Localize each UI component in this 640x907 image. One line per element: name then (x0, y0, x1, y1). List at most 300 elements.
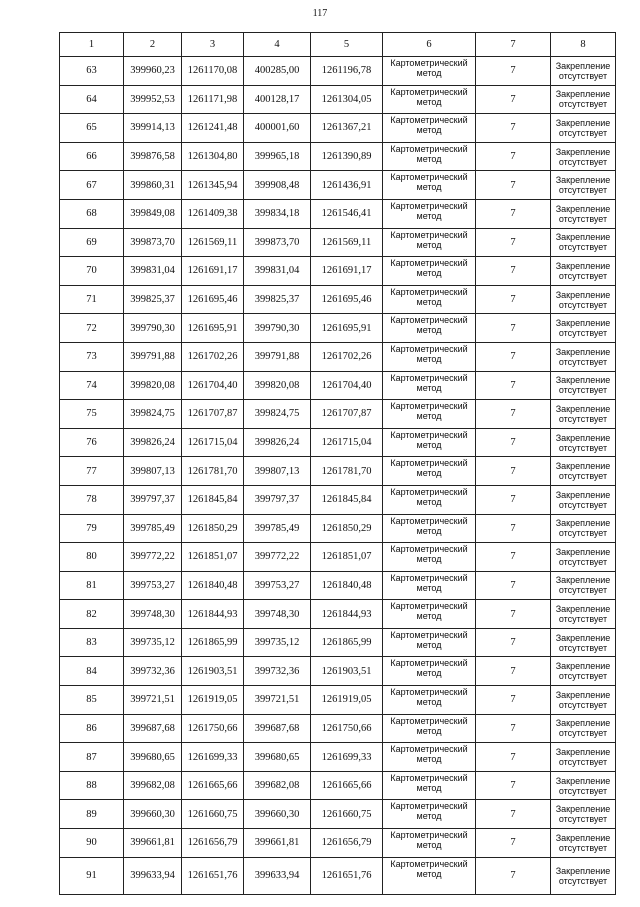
fixation-cell (551, 743, 616, 772)
method-text: Картометрический (390, 200, 468, 211)
method-text: Картометрический (390, 115, 468, 126)
fixation-text: Закрепление (555, 575, 611, 586)
accuracy-cell: 7 (476, 571, 551, 600)
x-new-cell: 399826,24 (244, 428, 311, 457)
y-old-cell: 1261919,05 (182, 686, 244, 715)
method-text: метод (416, 239, 442, 250)
fixation-text: отсутствует (558, 642, 608, 653)
method-cell (383, 714, 476, 743)
y-old-cell: 1261707,87 (182, 400, 244, 429)
fixation-text: Закрепление (555, 146, 611, 157)
method-text: метод (416, 868, 442, 879)
fixation-cell (551, 400, 616, 429)
x-old-cell: 399753,27 (124, 571, 182, 600)
x-old-cell: 399820,08 (124, 371, 182, 400)
accuracy-cell: 7 (476, 257, 551, 286)
fixation-cell (551, 114, 616, 143)
fixation-text: Закрепление (555, 546, 611, 557)
point-number-cell: 86 (60, 714, 124, 743)
x-new-cell: 399687,68 (244, 714, 311, 743)
y-old-cell: 1261850,29 (182, 514, 244, 543)
method-text: метод (416, 210, 442, 221)
fixation-text: Закрепление (555, 832, 611, 843)
point-number-cell: 65 (60, 114, 124, 143)
fixation-text: отсутствует (558, 728, 608, 739)
x-new-cell: 399820,08 (244, 371, 311, 400)
method-text: Картометрический (390, 744, 468, 755)
column-header: 2 (124, 33, 182, 57)
fixation-text: Закрепление (555, 865, 611, 876)
column-header: 1 (60, 33, 124, 57)
fixation-cell (551, 285, 616, 314)
method-cell (383, 485, 476, 514)
y-new-cell: 1261196,78 (311, 57, 383, 86)
point-number-cell: 69 (60, 228, 124, 257)
column-header: 5 (311, 33, 383, 57)
x-old-cell: 399807,13 (124, 457, 182, 486)
x-new-cell: 400001,60 (244, 114, 311, 143)
fixation-text: Закрепление (555, 260, 611, 271)
method-cell (383, 800, 476, 829)
method-text: метод (416, 554, 442, 565)
method-text: метод (416, 153, 442, 164)
fixation-cell (551, 142, 616, 171)
fixation-text: отсутствует (558, 842, 608, 853)
column-header: 8 (551, 33, 616, 57)
method-text: Картометрический (390, 658, 468, 669)
table-row (60, 228, 616, 257)
y-new-cell: 1261436,91 (311, 171, 383, 200)
accuracy-cell: 7 (476, 485, 551, 514)
y-old-cell: 1261304,80 (182, 142, 244, 171)
y-old-cell: 1261665,66 (182, 771, 244, 800)
y-old-cell: 1261241,48 (182, 114, 244, 143)
x-old-cell: 399748,30 (124, 600, 182, 629)
y-old-cell: 1261409,38 (182, 199, 244, 228)
point-number-cell: 77 (60, 457, 124, 486)
y-new-cell: 1261704,40 (311, 371, 383, 400)
x-new-cell: 399831,04 (244, 257, 311, 286)
point-number-cell: 72 (60, 314, 124, 343)
fixation-cell (551, 342, 616, 371)
accuracy-cell: 7 (476, 686, 551, 715)
method-cell (383, 85, 476, 114)
x-old-cell: 399790,30 (124, 314, 182, 343)
y-new-cell: 1261750,66 (311, 714, 383, 743)
method-cell (383, 514, 476, 543)
x-old-cell: 399660,30 (124, 800, 182, 829)
point-number-cell: 78 (60, 485, 124, 514)
table-row (60, 543, 616, 572)
fixation-text: Закрепление (555, 318, 611, 329)
x-new-cell: 399873,70 (244, 228, 311, 257)
accuracy-cell: 7 (476, 829, 551, 858)
x-old-cell: 399661,81 (124, 829, 182, 858)
accuracy-cell: 7 (476, 85, 551, 114)
fixation-text: Закрепление (555, 89, 611, 100)
point-number-cell: 68 (60, 199, 124, 228)
x-old-cell: 399960,23 (124, 57, 182, 86)
method-cell (383, 428, 476, 457)
table-row (60, 342, 616, 371)
method-text: метод (416, 296, 442, 307)
fixation-cell (551, 657, 616, 686)
table-row (60, 257, 616, 286)
table-row (60, 686, 616, 715)
y-old-cell: 1261840,48 (182, 571, 244, 600)
method-cell (383, 228, 476, 257)
coordinates-table (59, 32, 616, 895)
y-old-cell: 1261865,99 (182, 628, 244, 657)
point-number-cell: 88 (60, 771, 124, 800)
point-number-cell: 67 (60, 171, 124, 200)
method-cell (383, 628, 476, 657)
x-old-cell: 399831,04 (124, 257, 182, 286)
fixation-text: отсутствует (558, 328, 608, 339)
method-cell (383, 829, 476, 858)
x-new-cell: 399824,75 (244, 400, 311, 429)
accuracy-cell: 7 (476, 57, 551, 86)
table-row (60, 600, 616, 629)
table-row (60, 829, 616, 858)
x-new-cell: 399785,49 (244, 514, 311, 543)
x-new-cell: 399661,81 (244, 829, 311, 858)
y-old-cell: 1261702,26 (182, 342, 244, 371)
y-new-cell: 1261546,41 (311, 199, 383, 228)
fixation-text: отсутствует (558, 442, 608, 453)
fixation-cell (551, 371, 616, 400)
fixation-text: Закрепление (555, 604, 611, 615)
method-text: Картометрический (390, 801, 468, 812)
y-new-cell: 1261699,33 (311, 743, 383, 772)
y-new-cell: 1261850,29 (311, 514, 383, 543)
fixation-text: отсутствует (558, 699, 608, 710)
method-text: метод (416, 268, 442, 279)
accuracy-cell: 7 (476, 457, 551, 486)
y-new-cell: 1261691,17 (311, 257, 383, 286)
table-row (60, 142, 616, 171)
method-text: Картометрический (390, 143, 468, 154)
y-new-cell: 1261651,76 (311, 857, 383, 894)
x-old-cell: 399873,70 (124, 228, 182, 257)
method-cell (383, 114, 476, 143)
point-number-cell: 87 (60, 743, 124, 772)
method-text: метод (416, 811, 442, 822)
fixation-text: Закрепление (555, 775, 611, 786)
accuracy-cell: 7 (476, 114, 551, 143)
method-text: метод (416, 68, 442, 78)
x-old-cell: 399735,12 (124, 628, 182, 657)
fixation-text: Закрепление (555, 689, 611, 700)
method-text: Картометрический (390, 315, 468, 326)
fixation-text: отсутствует (558, 385, 608, 396)
point-number-cell: 81 (60, 571, 124, 600)
fixation-text: Закрепление (555, 289, 611, 300)
x-old-cell: 399633,94 (124, 857, 182, 894)
method-text: метод (416, 725, 442, 736)
x-new-cell: 399721,51 (244, 686, 311, 715)
method-text: Картометрический (390, 343, 468, 354)
fixation-text: отсутствует (558, 413, 608, 424)
method-cell (383, 371, 476, 400)
fixation-text: Закрепление (555, 718, 611, 729)
fixation-text: Закрепление (555, 518, 611, 529)
table-row (60, 114, 616, 143)
point-number-cell: 74 (60, 371, 124, 400)
fixation-text: Закрепление (555, 346, 611, 357)
y-new-cell: 1261715,04 (311, 428, 383, 457)
y-old-cell: 1261695,46 (182, 285, 244, 314)
fixation-text: Закрепление (555, 60, 611, 71)
method-text: метод (416, 754, 442, 765)
x-old-cell: 399860,31 (124, 171, 182, 200)
y-new-cell: 1261840,48 (311, 571, 383, 600)
table-row (60, 771, 616, 800)
x-old-cell: 399952,53 (124, 85, 182, 114)
fixation-text: отсутствует (558, 242, 608, 253)
method-cell (383, 199, 476, 228)
method-cell (383, 543, 476, 572)
method-text: Картометрический (390, 86, 468, 97)
method-text: метод (416, 611, 442, 622)
fixation-cell (551, 428, 616, 457)
y-old-cell: 1261845,84 (182, 485, 244, 514)
fixation-text: отсутствует (558, 471, 608, 482)
fixation-cell (551, 257, 616, 286)
method-cell (383, 600, 476, 629)
y-new-cell: 1261919,05 (311, 686, 383, 715)
y-new-cell: 1261569,11 (311, 228, 383, 257)
accuracy-cell: 7 (476, 514, 551, 543)
y-old-cell: 1261715,04 (182, 428, 244, 457)
fixation-cell (551, 714, 616, 743)
table-row (60, 57, 616, 86)
point-number-cell: 85 (60, 686, 124, 715)
x-old-cell: 399721,51 (124, 686, 182, 715)
x-new-cell: 399908,48 (244, 171, 311, 200)
fixation-text: Закрепление (555, 175, 611, 186)
x-new-cell: 399748,30 (244, 600, 311, 629)
accuracy-cell: 7 (476, 199, 551, 228)
accuracy-cell: 7 (476, 771, 551, 800)
fixation-text: Закрепление (555, 232, 611, 243)
x-old-cell: 399732,36 (124, 657, 182, 686)
fixation-text: Закрепление (555, 804, 611, 815)
method-cell (383, 771, 476, 800)
y-new-cell: 1261665,66 (311, 771, 383, 800)
fixation-text: Закрепление (555, 461, 611, 472)
x-new-cell: 399680,65 (244, 743, 311, 772)
fixation-cell (551, 800, 616, 829)
fixation-cell (551, 543, 616, 572)
fixation-text: отсутствует (558, 270, 608, 281)
y-old-cell: 1261345,94 (182, 171, 244, 200)
point-number-cell: 73 (60, 342, 124, 371)
method-cell (383, 314, 476, 343)
fixation-text: отсутствует (558, 785, 608, 796)
fixation-text: отсутствует (558, 356, 608, 367)
x-new-cell: 399753,27 (244, 571, 311, 600)
fixation-text: отсутствует (558, 585, 608, 596)
y-new-cell: 1261695,91 (311, 314, 383, 343)
method-cell (383, 857, 476, 894)
method-cell (383, 571, 476, 600)
y-new-cell: 1261656,79 (311, 829, 383, 858)
x-new-cell: 399790,30 (244, 314, 311, 343)
point-number-cell: 83 (60, 628, 124, 657)
fixation-cell (551, 571, 616, 600)
method-text: Картометрический (390, 629, 468, 640)
method-text: Картометрический (390, 372, 468, 383)
y-new-cell: 1261707,87 (311, 400, 383, 429)
point-number-cell: 76 (60, 428, 124, 457)
column-header: 3 (182, 33, 244, 57)
table-row (60, 199, 616, 228)
fixation-text: отсутствует (558, 156, 608, 167)
y-old-cell: 1261660,75 (182, 800, 244, 829)
column-header: 4 (244, 33, 311, 57)
y-new-cell: 1261390,89 (311, 142, 383, 171)
y-old-cell: 1261704,40 (182, 371, 244, 400)
method-text: Картометрический (390, 458, 468, 469)
fixation-cell (551, 857, 616, 894)
accuracy-cell: 7 (476, 714, 551, 743)
table-row (60, 85, 616, 114)
x-old-cell: 399687,68 (124, 714, 182, 743)
x-old-cell: 399914,13 (124, 114, 182, 143)
method-text: метод (416, 697, 442, 708)
fixation-text: Закрепление (555, 403, 611, 414)
table-header-row (60, 33, 616, 57)
method-text: метод (416, 525, 442, 536)
fixation-cell (551, 686, 616, 715)
point-number-cell: 64 (60, 85, 124, 114)
method-cell (383, 457, 476, 486)
fixation-cell (551, 457, 616, 486)
y-new-cell: 1261781,70 (311, 457, 383, 486)
method-cell (383, 142, 476, 171)
table-row (60, 743, 616, 772)
x-old-cell: 399824,75 (124, 400, 182, 429)
point-number-cell: 89 (60, 800, 124, 829)
y-new-cell: 1261367,21 (311, 114, 383, 143)
point-number-cell: 66 (60, 142, 124, 171)
accuracy-cell: 7 (476, 228, 551, 257)
fixation-text: отсутствует (558, 499, 608, 510)
x-new-cell: 399682,08 (244, 771, 311, 800)
method-text: метод (416, 353, 442, 364)
table-row (60, 428, 616, 457)
accuracy-cell: 7 (476, 371, 551, 400)
method-text: метод (416, 496, 442, 507)
method-text: метод (416, 439, 442, 450)
fixation-cell (551, 485, 616, 514)
method-text: метод (416, 182, 442, 193)
table-row (60, 514, 616, 543)
fixation-text: отсутствует (558, 814, 608, 825)
method-text: метод (416, 639, 442, 650)
point-number-cell: 80 (60, 543, 124, 572)
method-cell (383, 257, 476, 286)
method-cell (383, 285, 476, 314)
fixation-cell (551, 314, 616, 343)
fixation-text: отсутствует (558, 185, 608, 196)
table-row (60, 571, 616, 600)
fixation-text: отсутствует (558, 70, 608, 81)
y-old-cell: 1261691,17 (182, 257, 244, 286)
accuracy-cell: 7 (476, 285, 551, 314)
method-text: Картометрический (390, 172, 468, 183)
accuracy-cell: 7 (476, 314, 551, 343)
y-old-cell: 1261695,91 (182, 314, 244, 343)
fixation-text: отсутствует (558, 556, 608, 567)
fixation-text: отсутствует (558, 671, 608, 682)
method-text: Картометрический (390, 858, 468, 869)
fixation-text: Закрепление (555, 661, 611, 672)
method-cell (383, 171, 476, 200)
column-header: 6 (383, 33, 476, 57)
y-old-cell: 1261750,66 (182, 714, 244, 743)
method-text: Картометрический (390, 830, 468, 841)
method-text: метод (416, 782, 442, 793)
column-header: 7 (476, 33, 551, 57)
method-cell (383, 743, 476, 772)
table-row (60, 371, 616, 400)
fixation-text: отсутствует (558, 614, 608, 625)
method-text: Картометрический (390, 515, 468, 526)
fixation-cell (551, 600, 616, 629)
table-row (60, 314, 616, 343)
fixation-text: отсутствует (558, 528, 608, 539)
fixation-text: Закрепление (555, 489, 611, 500)
y-new-cell: 1261845,84 (311, 485, 383, 514)
point-number-cell: 82 (60, 600, 124, 629)
fixation-text: Закрепление (555, 747, 611, 758)
x-old-cell: 399826,24 (124, 428, 182, 457)
method-cell (383, 657, 476, 686)
method-text: метод (416, 582, 442, 593)
x-old-cell: 399797,37 (124, 485, 182, 514)
x-old-cell: 399785,49 (124, 514, 182, 543)
accuracy-cell: 7 (476, 142, 551, 171)
y-old-cell: 1261170,08 (182, 57, 244, 86)
table-row (60, 857, 616, 894)
table-row (60, 714, 616, 743)
y-new-cell: 1261304,05 (311, 85, 383, 114)
method-text: Картометрический (390, 286, 468, 297)
method-cell (383, 686, 476, 715)
fixation-text: отсутствует (558, 875, 608, 886)
y-new-cell: 1261865,99 (311, 628, 383, 657)
fixation-cell (551, 514, 616, 543)
fixation-cell (551, 829, 616, 858)
y-old-cell: 1261903,51 (182, 657, 244, 686)
fixation-text: отсутствует (558, 299, 608, 310)
page-number: 117 (312, 8, 328, 19)
x-new-cell: 399660,30 (244, 800, 311, 829)
method-text: Картометрический (390, 401, 468, 412)
y-new-cell: 1261695,46 (311, 285, 383, 314)
method-text: Картометрический (390, 601, 468, 612)
accuracy-cell: 7 (476, 657, 551, 686)
method-text: Картометрический (390, 486, 468, 497)
y-old-cell: 1261651,76 (182, 857, 244, 894)
x-new-cell: 399807,13 (244, 457, 311, 486)
accuracy-cell: 7 (476, 400, 551, 429)
x-new-cell: 399772,22 (244, 543, 311, 572)
method-cell (383, 400, 476, 429)
method-text: Картометрический (390, 58, 468, 68)
